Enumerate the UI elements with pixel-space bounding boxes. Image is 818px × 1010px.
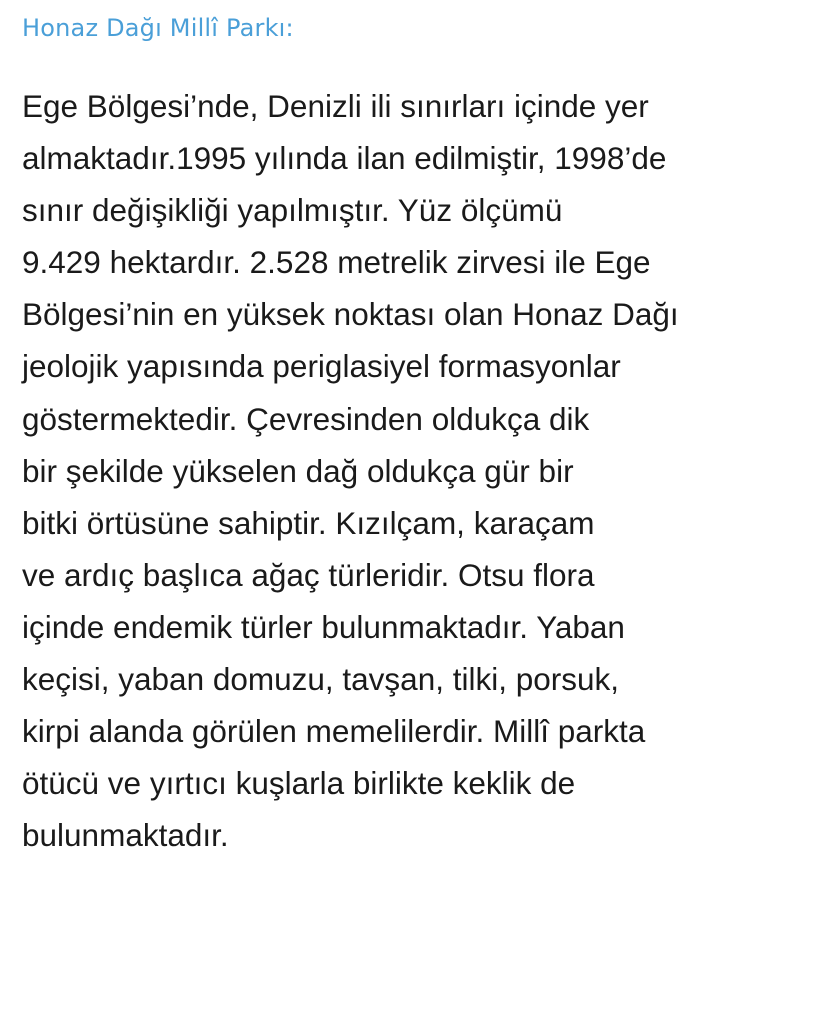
paragraph-line: sınır değişikliği yapılmıştır. Yüz ölçümü [22,192,563,229]
paragraph-line: almaktadır.1995 yılında ilan edilmiştir, 1998’de [22,140,667,177]
paragraph-line: keçisi, yaban domuzu, tavşan, tilki, porsuk, [22,661,620,698]
paragraph-line: jeolojik yapısında periglasiyel formasyonlar [22,348,621,385]
paragraph-line: Bölgesi’nin en yüksek noktası olan Honaz Dağı [22,296,679,333]
paragraph-line: bir şekilde yükselen dağ oldukça gür bir [22,452,574,489]
paragraph-line: bulunmaktadır. [22,817,229,854]
paragraph [22,80,812,861]
paragraph-line: bitki örtüsüne sahiptir. Kızılçam, karaçam [22,504,595,541]
paragraph-line: 9.429 hektardır. 2.528 metrelik zirvesi ile Ege [22,244,651,281]
paragraph-line: kirpi alanda görülen memelilerdir. Millî parkta [22,713,646,750]
paragraph-line: ve ardıç başlıca ağaç türleridir. Otsu flora [22,556,595,593]
paragraph-line: göstermektedir. Çevresinden oldukça dik [22,400,590,437]
paragraph-line: ötücü ve yırtıcı kuşlarla birlikte keklik de [22,765,576,802]
paragraph-line: Ege Bölgesi’nde, Denizli ili sınırları içinde yer [22,88,649,124]
section-heading: Honaz Dağı Millî Parkı: [22,14,294,42]
paragraph-line: içinde endemik türler bulunmaktadır. Yaban [22,608,625,645]
